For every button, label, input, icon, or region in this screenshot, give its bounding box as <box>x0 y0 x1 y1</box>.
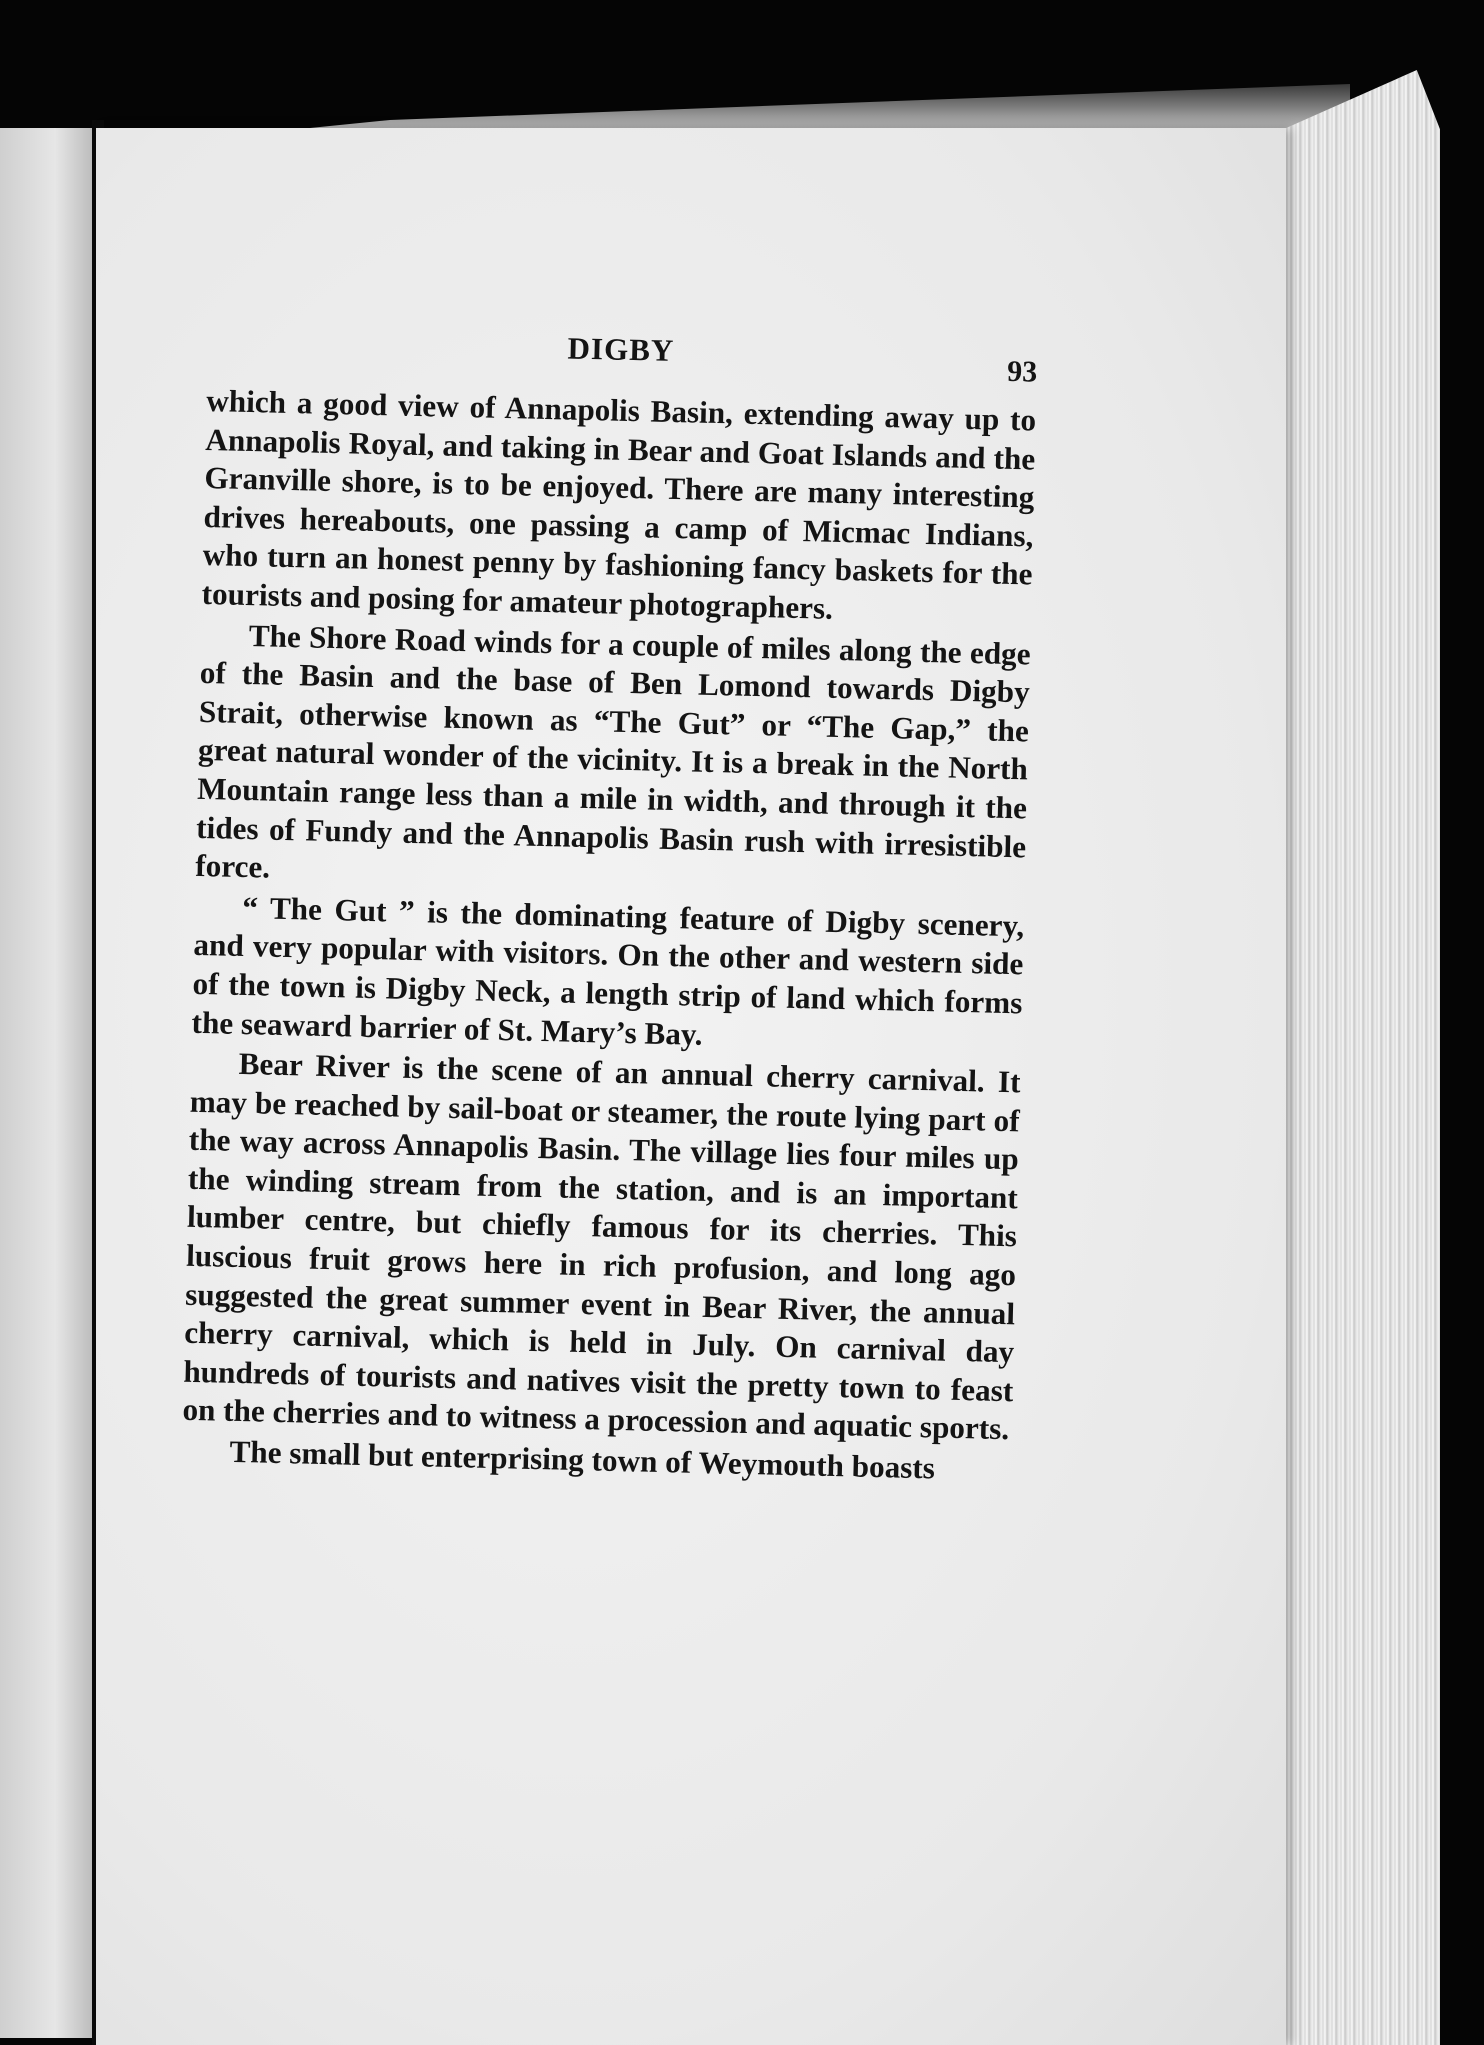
page-number: 93 <box>1006 354 1038 389</box>
paragraph-1: which a good view of Annapolis Basin, extending away up to Annapolis Royal, and taking in Bear and Goat Islands and the Granville shore, is to be enjoyed. There are many interesting drives hereabouts, one passing a camp of Micmac Indians, who turn an honest penny by fashioning fancy baskets for the tourists and posing for amateur photographers. <box>201 382 1037 626</box>
paragraph-3: “ The Gut ” is the dominating feature of Digby scenery, and very popular with visitors. On the other and western side of the town is Digby Neck, a length strip of land which forms the seaward barrier of St. Mary’s Bay. <box>191 889 1025 1052</box>
paragraph-5: The small but enterprising town of Weymouth boasts <box>229 1433 936 1486</box>
paragraph-2: The Shore Road winds for a couple of miles along the edge of the Basin and the base of Ben Lomond towards Digby Strait, otherwise known as “The Gut” or “The Gap,” the great natural wonder of the vicinity. It is a break in the North Mountain range less than a mile in width, and through it the tides of Fundy and the Annapolis Basin rush with irresistible force. <box>194 617 1032 885</box>
paragraph-4: Bear River is the scene of an annual cherry carnival. It may be reached by sail-boat or steamer, the route lying part of the way across Annapolis Basin. The village lies four miles up the winding stream from the station, and is an important lumber centre, but chiefly famous for its cherries. This luscious fruit grows here in rich profusion, and long ago suggested the great summer event in Bear River, the annual cherry carnival, which is held in July. On carnival day hundreds of tourists and natives visit the pretty town to feast on the cherries and to witness a procession and aquatic sports. <box>182 1046 1021 1447</box>
left-facing-page <box>0 128 92 2038</box>
running-title: DIGBY <box>567 330 675 368</box>
page-text-area <box>177 330 1038 1669</box>
body-text <box>181 382 1036 1492</box>
